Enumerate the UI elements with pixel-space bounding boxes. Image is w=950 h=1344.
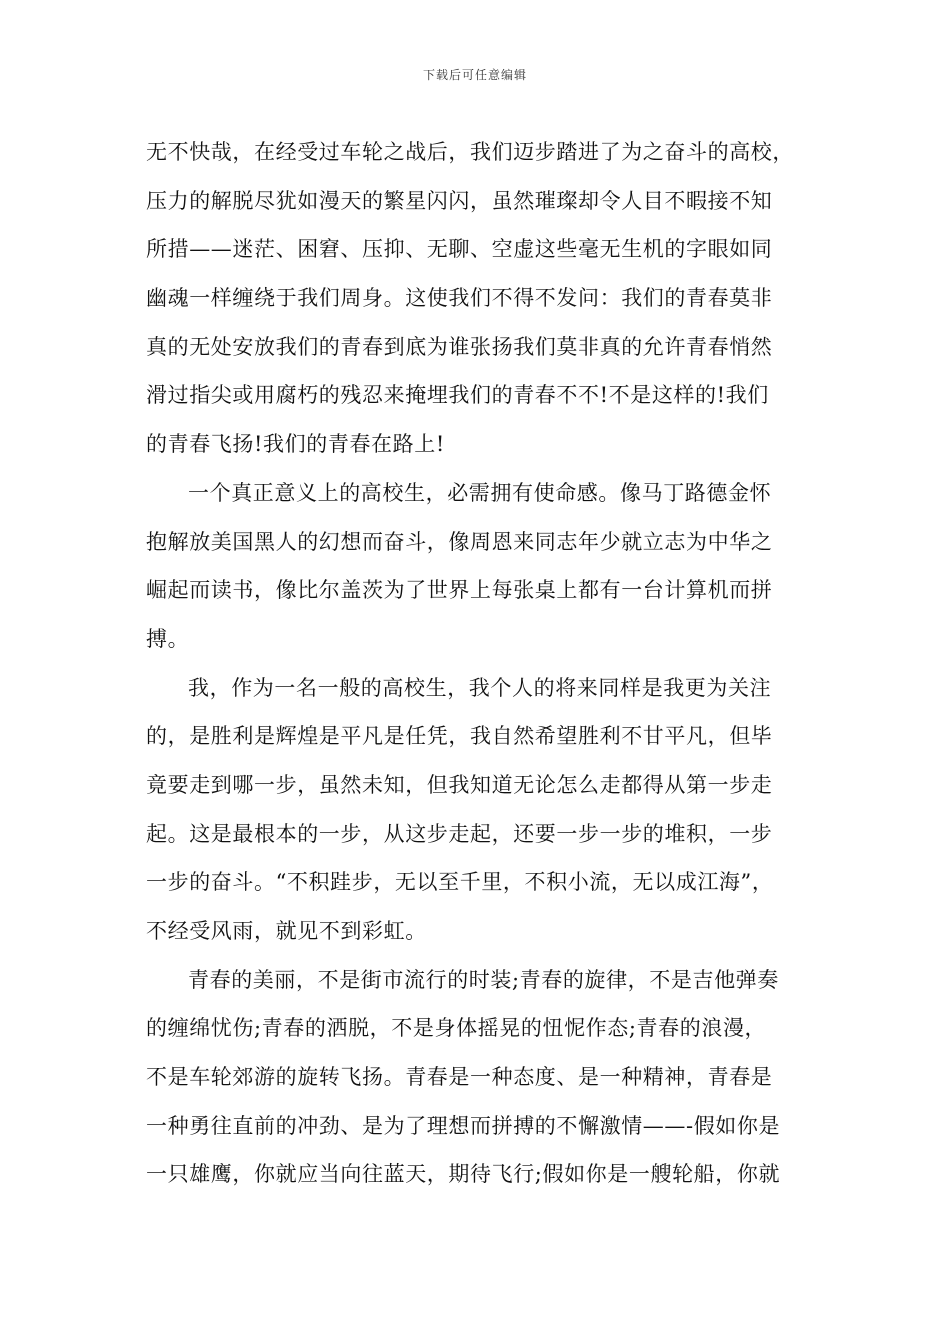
text-line: 所措——迷茫、困窘、压抑、无聊、空虚这些毫无生机的字眼如同	[146, 237, 773, 262]
text-line: 不是车轮郊游的旋转飞扬。青春是一种态度、是一种精神，青春是	[146, 1065, 773, 1090]
text-line: 搏。	[146, 626, 190, 651]
text-line: 一种勇往直前的冲劲、是为了理想而拼搏的不懈激情——-假如你是	[146, 1113, 781, 1138]
text-line: 无不快哉，在经受过车轮之战后，我们迈步踏进了为之奋斗的高校，	[146, 140, 794, 164]
text-line: 竟要走到哪一步，虽然未知，但我知道无论怎么走都得从第一步走	[146, 772, 773, 797]
text-line: 幽魂一样缠绕于我们周身。这使我们不得不发问：我们的青春莫非	[146, 286, 773, 311]
text-line: 压力的解脱尽犹如漫天的繁星闪闪，虽然璀璨却令人目不暇接不知	[146, 188, 773, 213]
text-line: 一只雄鹰，你就应当向往蓝天，期待飞行;假如你是一艘轮船，你就	[146, 1162, 781, 1187]
text-line: 的缠绵忧伤;青春的洒脱，不是身体摇晃的忸怩作态;青春的浪漫，	[146, 1016, 767, 1041]
paragraph-first-line: 一个真正意义上的高校生，必需拥有使命感。像马丁路德金怀	[188, 480, 772, 505]
document-body	[146, 128, 806, 1199]
paragraph-first-line: 我，作为一名一般的高校生，我个人的将来同样是我更为关注	[188, 675, 772, 700]
page-header: 下载后可任意编辑	[422, 68, 527, 82]
text-line: 一步的奋斗。“不积跬步，无以至千里，不积小流，无以成江海”，	[146, 870, 774, 895]
text-line: 不经受风雨，就见不到彩虹。	[146, 919, 427, 943]
paragraph-first-line: 青春的美丽，不是街市流行的时装;青春的旋律，不是吉他弹奏	[188, 967, 779, 992]
text-line: 真的无处安放我们的青春到底为谁张扬我们莫非真的允许青春悄然	[146, 334, 773, 359]
text-line: 崛起而读书，像比尔盖茨为了世界上每张桌上都有一台计算机而拼	[146, 578, 773, 603]
text-line: 起。这是最根本的一步，从这步走起，还要一步一步的堆积，一步	[146, 821, 773, 846]
text-line: 滑过指尖或用腐朽的残忍来掩埋我们的青春不不!不是这样的!我们	[146, 383, 769, 408]
text-line: 的，是胜利是辉煌是平凡是任凭，我自然希望胜利不甘平凡，但毕	[146, 724, 773, 749]
text-line: 的青春飞扬!我们的青春在路上!	[146, 432, 445, 457]
text-line: 抱解放美国黑人的幻想而奋斗，像周恩来同志年少就立志为中华之	[146, 529, 773, 554]
